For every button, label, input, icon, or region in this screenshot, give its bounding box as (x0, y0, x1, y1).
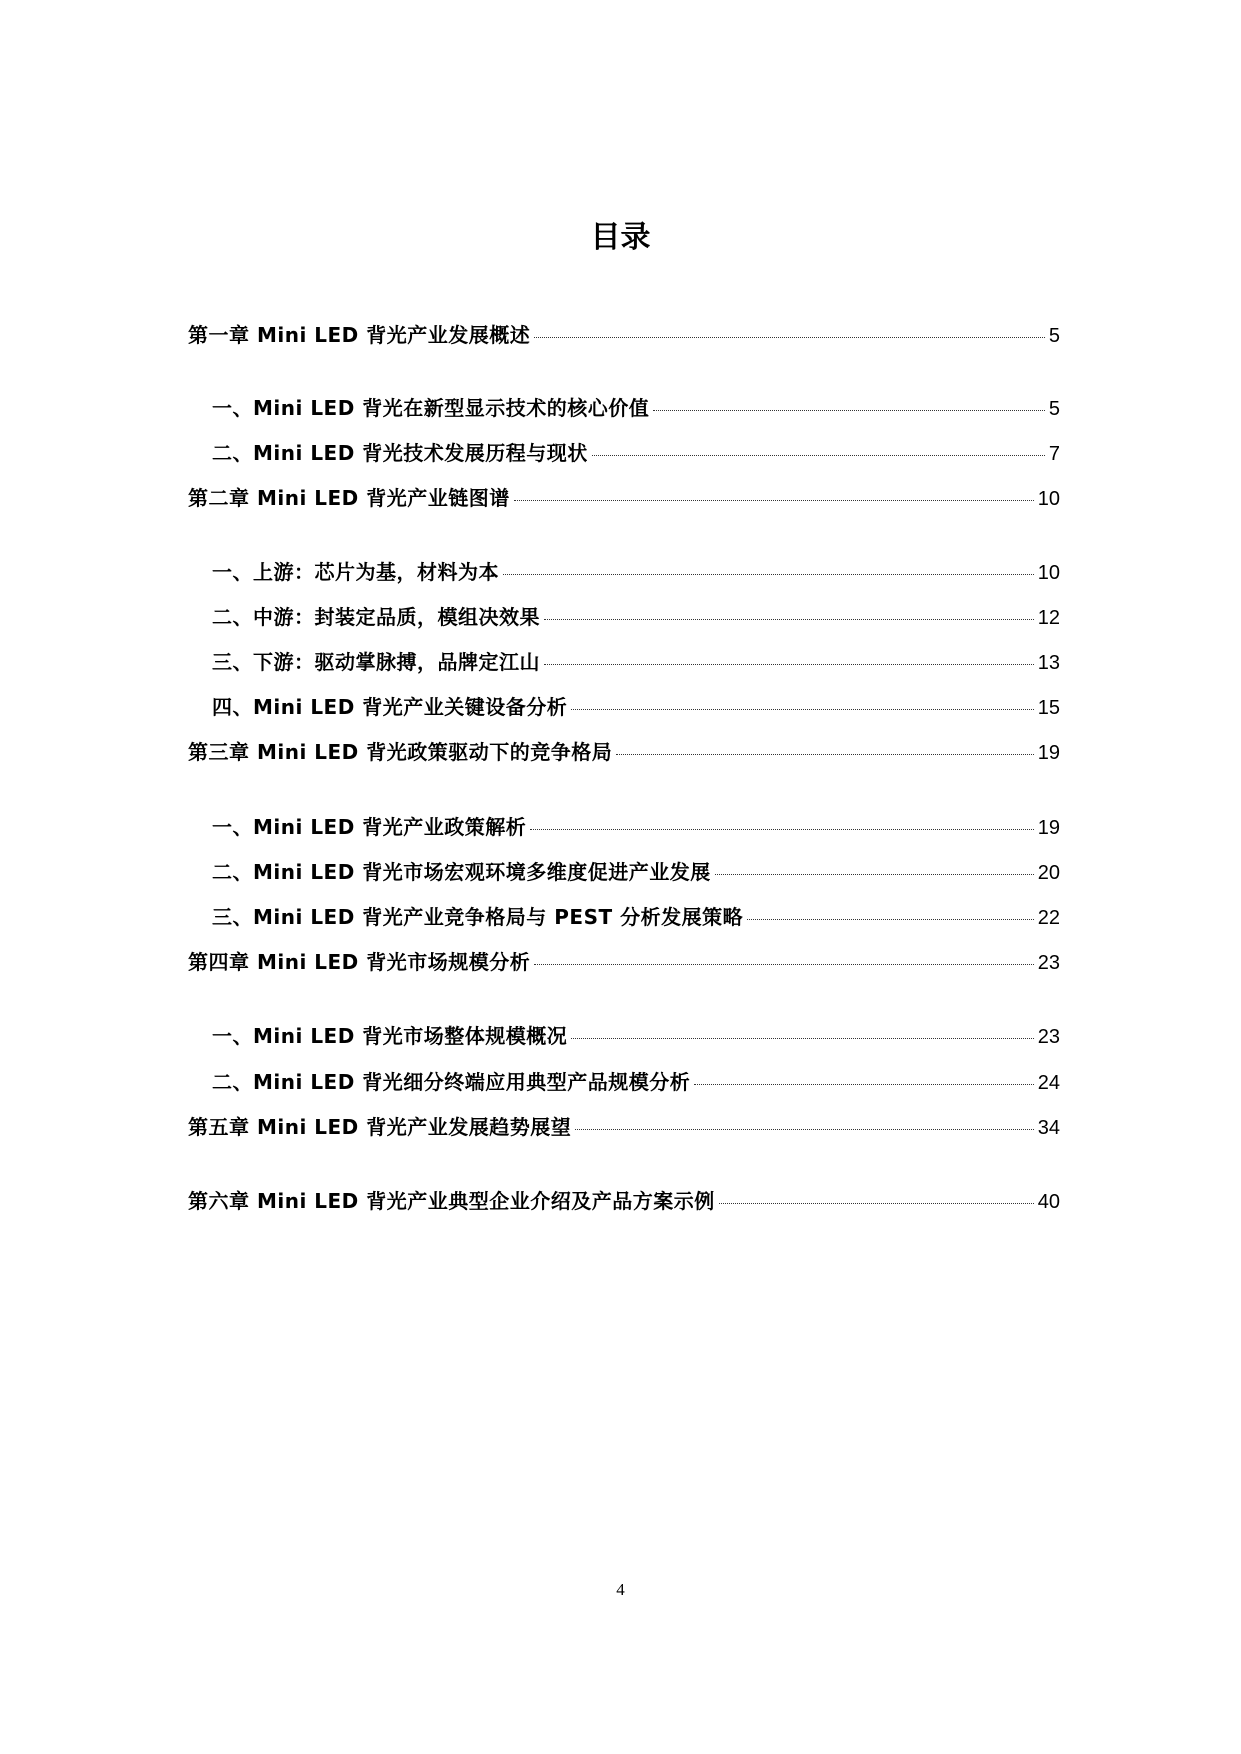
toc-section-entry[interactable] (212, 437, 1060, 465)
toc-chapter-entry[interactable] (188, 1111, 1060, 1139)
toc-entry-label: 第四章 Mini LED 背光市场规模分析 (188, 950, 531, 974)
toc-entry-page: 23 (1037, 952, 1060, 974)
dot-leader (530, 829, 1033, 830)
toc-entry-page: 23 (1037, 1026, 1060, 1048)
toc-entry-page: 40 (1037, 1191, 1060, 1213)
toc-entry-label: 第三章 Mini LED 背光政策驱动下的竞争格局 (188, 740, 613, 764)
toc-entry-label: 四、Mini LED 背光产业关键设备分析 (212, 695, 568, 719)
dot-leader (575, 1129, 1034, 1130)
dot-leader (503, 574, 1034, 575)
toc-section-entry[interactable] (212, 856, 1060, 884)
toc-entry-page: 5 (1048, 398, 1060, 420)
toc-chapter-entry[interactable] (188, 1185, 1060, 1213)
toc-section-entry[interactable] (212, 1020, 1060, 1048)
toc-section-entry[interactable] (212, 392, 1060, 420)
toc-entry-label: 二、Mini LED 背光技术发展历程与现状 (212, 441, 588, 465)
dot-leader (514, 500, 1034, 501)
toc-chapter-entry[interactable] (188, 482, 1060, 510)
toc-entry-label: 第二章 Mini LED 背光产业链图谱 (188, 486, 510, 510)
toc-title: 目录 (590, 220, 651, 255)
toc-section-entry[interactable] (212, 556, 1060, 584)
toc-chapter-entry[interactable] (188, 319, 1060, 347)
toc-entry-page: 10 (1037, 562, 1060, 584)
toc-entry-page: 5 (1048, 325, 1060, 347)
toc-entry-label: 第一章 Mini LED 背光产业发展概述 (188, 323, 531, 347)
toc-chapter-entry[interactable] (188, 946, 1060, 974)
dot-leader (715, 874, 1034, 875)
toc-chapter-entry[interactable] (188, 736, 1060, 764)
dot-leader (544, 619, 1034, 620)
toc-entry-label: 一、Mini LED 背光在新型显示技术的核心价值 (212, 396, 650, 420)
toc-entry-label: 三、Mini LED 背光产业竞争格局与 PEST 分析发展策略 (212, 905, 744, 929)
toc-section-entry[interactable] (212, 901, 1060, 929)
toc-entry-page: 7 (1048, 443, 1060, 465)
toc-entry-label: 第六章 Mini LED 背光产业典型企业介绍及产品方案示例 (188, 1189, 715, 1213)
toc-entry-label: 一、Mini LED 背光市场整体规模概况 (212, 1024, 568, 1048)
toc-entry-label: 一、上游：芯片为基，材料为本 (212, 560, 499, 584)
toc-entry-label: 二、Mini LED 背光细分终端应用典型产品规模分析 (212, 1070, 691, 1094)
dot-leader (571, 709, 1033, 710)
toc-entry-page: 22 (1037, 907, 1060, 929)
toc-entry-page: 20 (1037, 862, 1060, 884)
toc-entry-label: 二、中游：封装定品质，模组决效果 (212, 605, 540, 629)
toc-section-entry[interactable] (212, 646, 1060, 674)
dot-leader (534, 337, 1045, 338)
dot-leader (616, 754, 1034, 755)
toc-entry-label: 一、Mini LED 背光产业政策解析 (212, 815, 527, 839)
toc-entry-page: 13 (1037, 652, 1060, 674)
dot-leader (694, 1084, 1033, 1085)
dot-leader (571, 1038, 1033, 1039)
toc-entry-page: 19 (1037, 817, 1060, 839)
page-number: 4 (616, 1580, 625, 1599)
toc-section-entry[interactable] (212, 691, 1060, 719)
dot-leader (534, 964, 1034, 965)
toc-entry-label: 三、下游：驱动掌脉搏，品牌定江山 (212, 650, 540, 674)
dot-leader (592, 455, 1045, 456)
dot-leader (653, 410, 1045, 411)
toc-entry-label: 二、Mini LED 背光市场宏观环境多维度促进产业发展 (212, 860, 711, 884)
dot-leader (544, 664, 1034, 665)
toc-entry-label: 第五章 Mini LED 背光产业发展趋势展望 (188, 1115, 572, 1139)
toc-entry-page: 34 (1037, 1117, 1060, 1139)
toc-entry-page: 15 (1037, 697, 1060, 719)
toc-section-entry[interactable] (212, 811, 1060, 839)
toc-section-entry[interactable] (212, 601, 1060, 629)
dot-leader (719, 1203, 1034, 1204)
toc-entry-page: 10 (1037, 488, 1060, 510)
toc-entry-page: 19 (1037, 742, 1060, 764)
dot-leader (747, 919, 1034, 920)
toc-section-entry[interactable] (212, 1066, 1060, 1094)
toc-entry-page: 24 (1037, 1072, 1060, 1094)
toc-entry-page: 12 (1037, 607, 1060, 629)
